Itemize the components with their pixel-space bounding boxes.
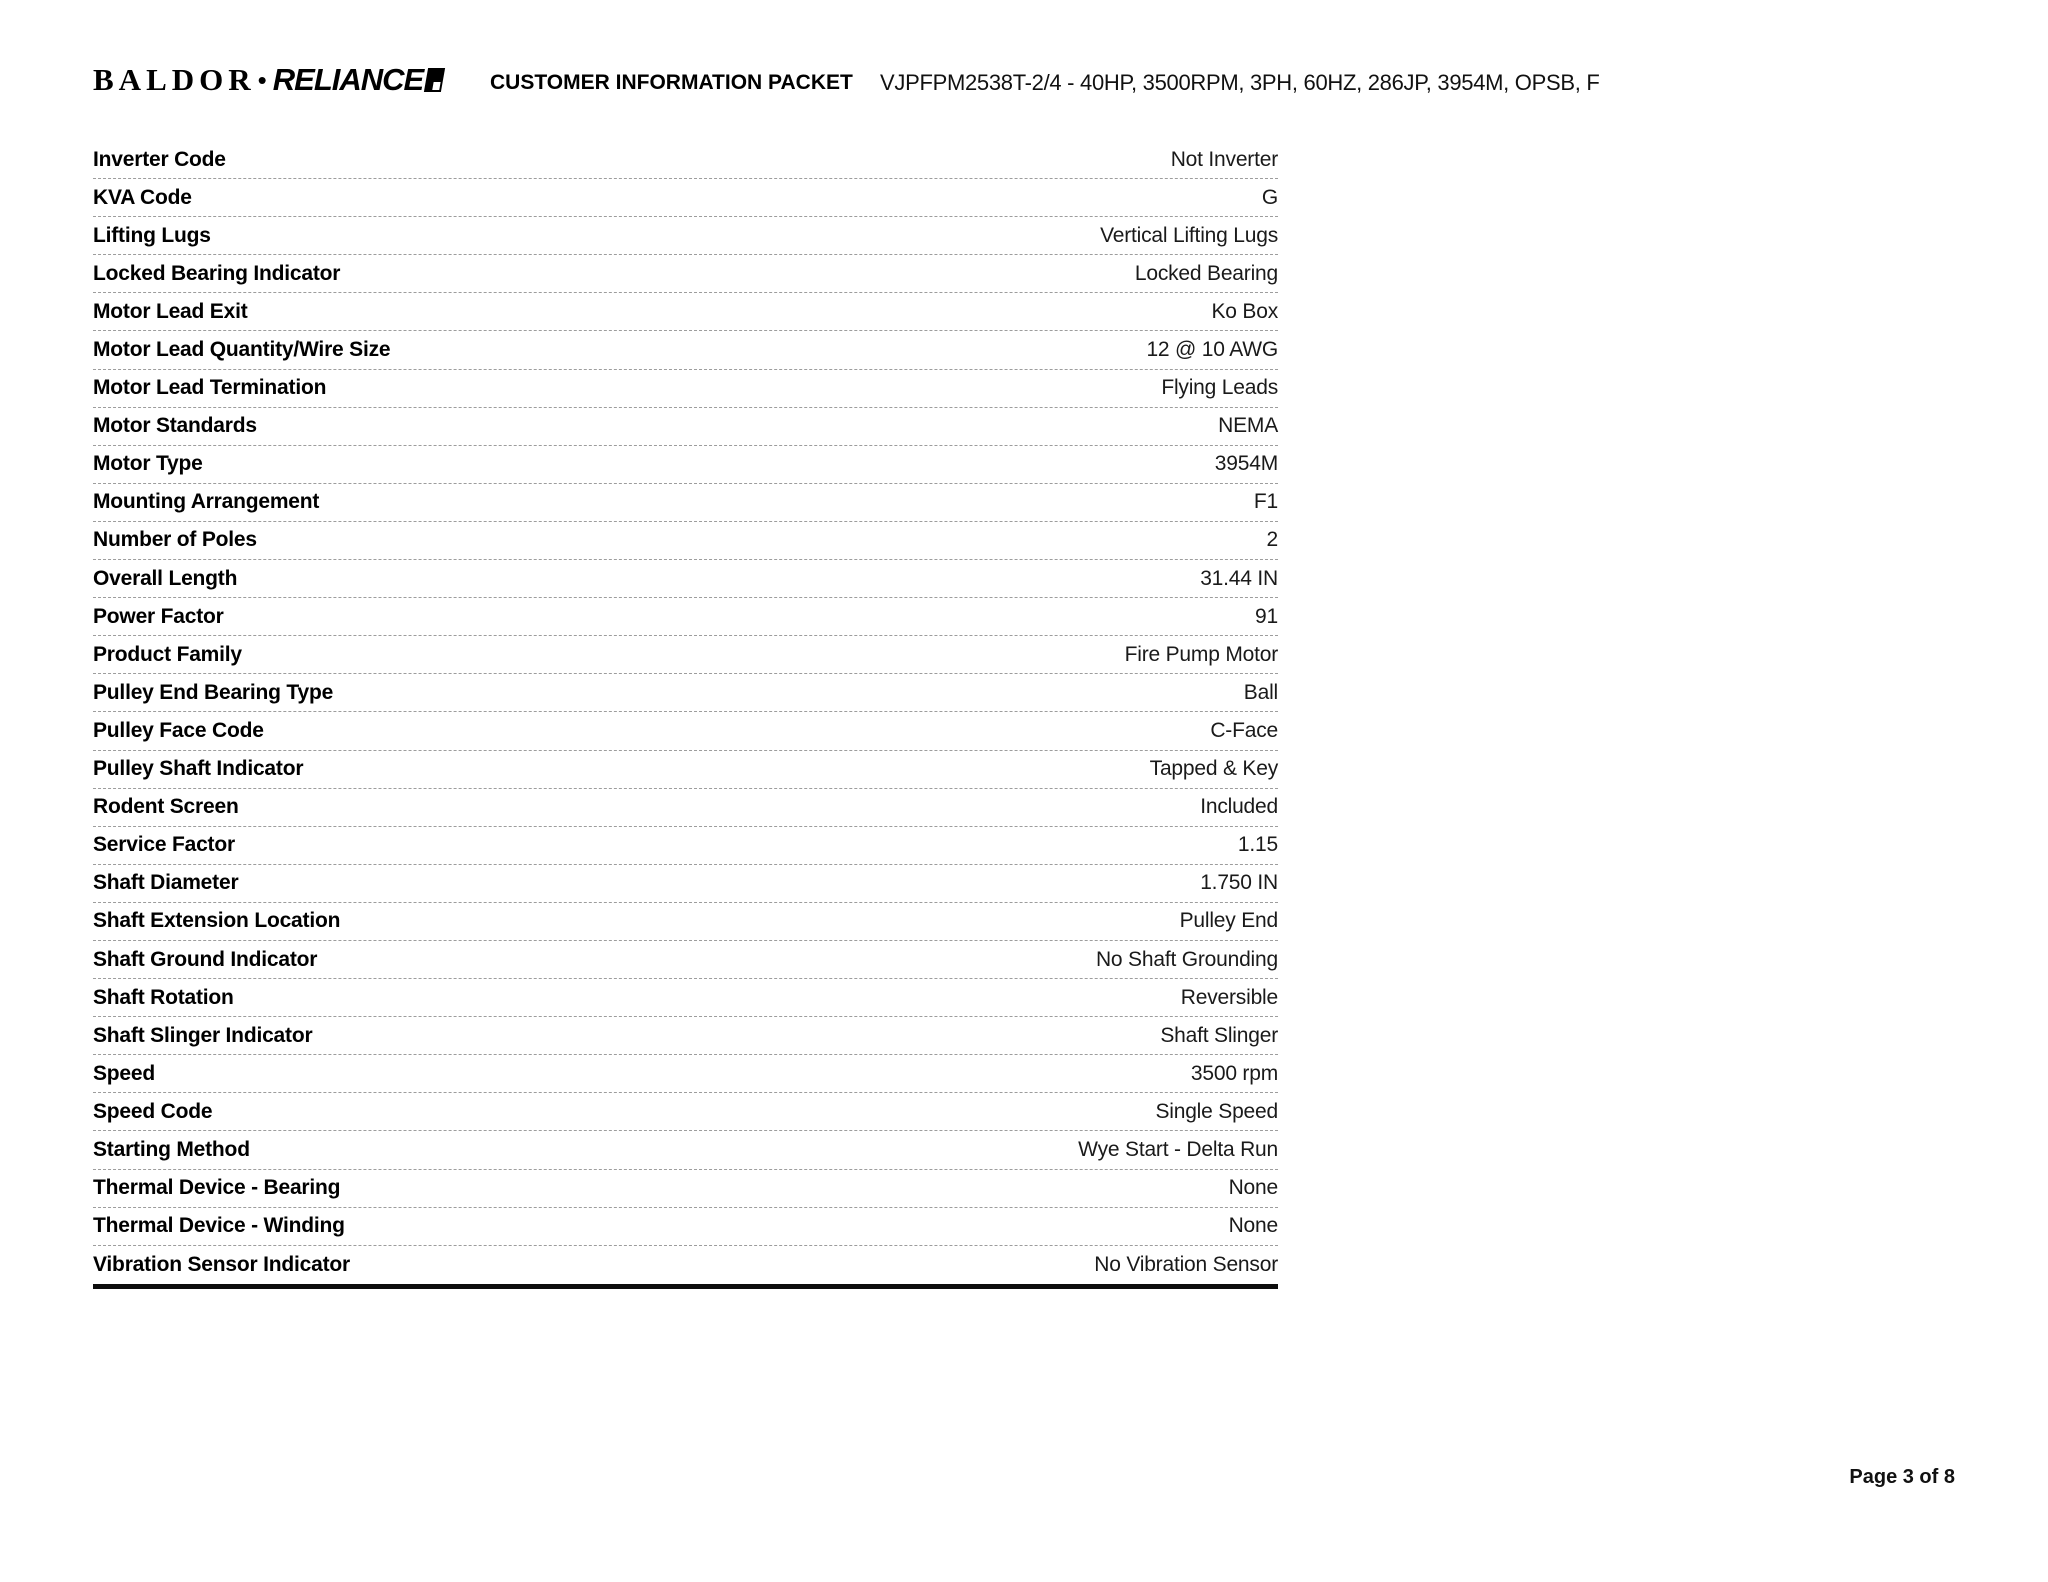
- table-row: [93, 331, 1278, 369]
- spec-label: Shaft Extension Location: [93, 909, 341, 933]
- spec-value: 1.15: [1237, 833, 1278, 857]
- spec-label: Rodent Screen: [93, 795, 239, 819]
- logo-baldor-text: BALDOR: [93, 62, 256, 97]
- table-row: [93, 446, 1278, 484]
- spec-value: Wye Start - Delta Run: [1078, 1137, 1278, 1161]
- spec-value: No Shaft Grounding: [1095, 947, 1278, 971]
- spec-label: Thermal Device - Bearing: [93, 1176, 341, 1200]
- spec-value: 12 @ 10 AWG: [1146, 338, 1278, 362]
- spec-label: Number of Poles: [93, 528, 257, 552]
- spec-label: Service Factor: [93, 833, 235, 857]
- spec-label: Mounting Arrangement: [93, 490, 320, 514]
- table-row: [93, 903, 1278, 941]
- table-row: [93, 751, 1278, 789]
- table-row: [93, 255, 1278, 293]
- table-row: [93, 293, 1278, 331]
- spec-label: Motor Lead Termination: [93, 376, 327, 400]
- spec-label: Product Family: [93, 642, 242, 666]
- spec-value: F1: [1253, 490, 1278, 514]
- spec-value: Single Speed: [1155, 1099, 1278, 1123]
- spec-label: Locked Bearing Indicator: [93, 261, 341, 285]
- spec-value: None: [1228, 1176, 1278, 1200]
- spec-label: Vibration Sensor Indicator: [93, 1252, 350, 1276]
- spec-value: No Vibration Sensor: [1094, 1252, 1278, 1276]
- spec-value: Vertical Lifting Lugs: [1100, 223, 1278, 247]
- spec-label: Shaft Rotation: [93, 985, 234, 1009]
- table-row: [93, 179, 1278, 217]
- table-row: [93, 1131, 1278, 1169]
- table-row: [93, 636, 1278, 674]
- table-row: [93, 1055, 1278, 1093]
- table-row: [93, 141, 1278, 179]
- page-header: [93, 62, 1993, 106]
- table-row: [93, 408, 1278, 446]
- spec-label: Shaft Ground Indicator: [93, 947, 318, 971]
- spec-value: Fire Pump Motor: [1124, 642, 1278, 666]
- spec-value: NEMA: [1218, 414, 1278, 438]
- table-row: [93, 1017, 1278, 1055]
- table-row: [93, 1208, 1278, 1246]
- spec-label: Pulley Shaft Indicator: [93, 757, 304, 781]
- spec-label: Speed: [93, 1061, 156, 1085]
- table-row: [93, 522, 1278, 560]
- spec-value: 91: [1255, 604, 1278, 628]
- table-row: [93, 1093, 1278, 1131]
- spec-label: Starting Method: [93, 1137, 250, 1161]
- spec-label: Shaft Diameter: [93, 871, 239, 895]
- spec-label: Motor Type: [93, 452, 203, 476]
- spec-label: Pulley Face Code: [93, 718, 264, 742]
- spec-value: Shaft Slinger: [1160, 1023, 1278, 1047]
- spec-value: Reversible: [1180, 985, 1278, 1009]
- spec-value: C-Face: [1210, 718, 1278, 742]
- spec-value: Tapped & Key: [1149, 757, 1278, 781]
- table-row: [93, 1170, 1278, 1208]
- spec-label: Overall Length: [93, 566, 238, 590]
- table-row: [93, 560, 1278, 598]
- spec-label: Thermal Device - Winding: [93, 1214, 345, 1238]
- spec-value: Ball: [1243, 680, 1278, 704]
- table-row: [93, 370, 1278, 408]
- document-title: CUSTOMER INFORMATION PACKET: [490, 71, 853, 94]
- spec-label: Motor Lead Quantity/Wire Size: [93, 338, 391, 362]
- table-row: [93, 941, 1278, 979]
- spec-value: 1.750 IN: [1200, 871, 1278, 895]
- page-number: Page 3 of 8: [1849, 1466, 1955, 1488]
- spec-label: KVA Code: [93, 185, 192, 209]
- spec-value: Ko Box: [1211, 299, 1278, 323]
- motor-spec-header: VJPFPM2538T-2/4 - 40HP, 3500RPM, 3PH, 60HZ, 286JP, 3954M, OPSB, F: [880, 70, 1600, 95]
- table-row: [93, 1246, 1278, 1284]
- baldor-reliance-logo: [93, 62, 443, 98]
- spec-value: 31.44 IN: [1200, 566, 1278, 590]
- table-row: [93, 789, 1278, 827]
- spec-value: None: [1228, 1214, 1278, 1238]
- spec-label: Motor Lead Exit: [93, 299, 248, 323]
- spec-value: 3954M: [1214, 452, 1278, 476]
- table-row: [93, 674, 1278, 712]
- spec-label: Speed Code: [93, 1099, 213, 1123]
- spec-value: Locked Bearing: [1134, 261, 1278, 285]
- spec-label: Pulley End Bearing Type: [93, 680, 334, 704]
- spec-value: G: [1261, 185, 1278, 209]
- logo-separator-dot: •: [257, 64, 267, 95]
- table-row: [93, 217, 1278, 255]
- spec-label: Power Factor: [93, 604, 224, 628]
- spec-label: Shaft Slinger Indicator: [93, 1023, 313, 1047]
- spec-value: Flying Leads: [1161, 376, 1278, 400]
- table-row: [93, 598, 1278, 636]
- table-row: [93, 979, 1278, 1017]
- table-row: [93, 865, 1278, 903]
- table-row: [93, 712, 1278, 750]
- spec-table: [93, 141, 1278, 1289]
- spec-label: Lifting Lugs: [93, 223, 211, 247]
- table-row: [93, 827, 1278, 865]
- table-row: [93, 484, 1278, 522]
- spec-label: Inverter Code: [93, 147, 226, 171]
- logo-reliance-text: RELIANCE: [272, 62, 424, 97]
- spec-label: Motor Standards: [93, 414, 257, 438]
- spec-value: 3500 rpm: [1190, 1061, 1278, 1085]
- spec-value: Not Inverter: [1170, 147, 1278, 171]
- spec-value: 2: [1266, 528, 1278, 552]
- spec-value: Included: [1200, 795, 1278, 819]
- spec-value: Pulley End: [1179, 909, 1278, 933]
- reliance-trademark-icon: [424, 68, 445, 92]
